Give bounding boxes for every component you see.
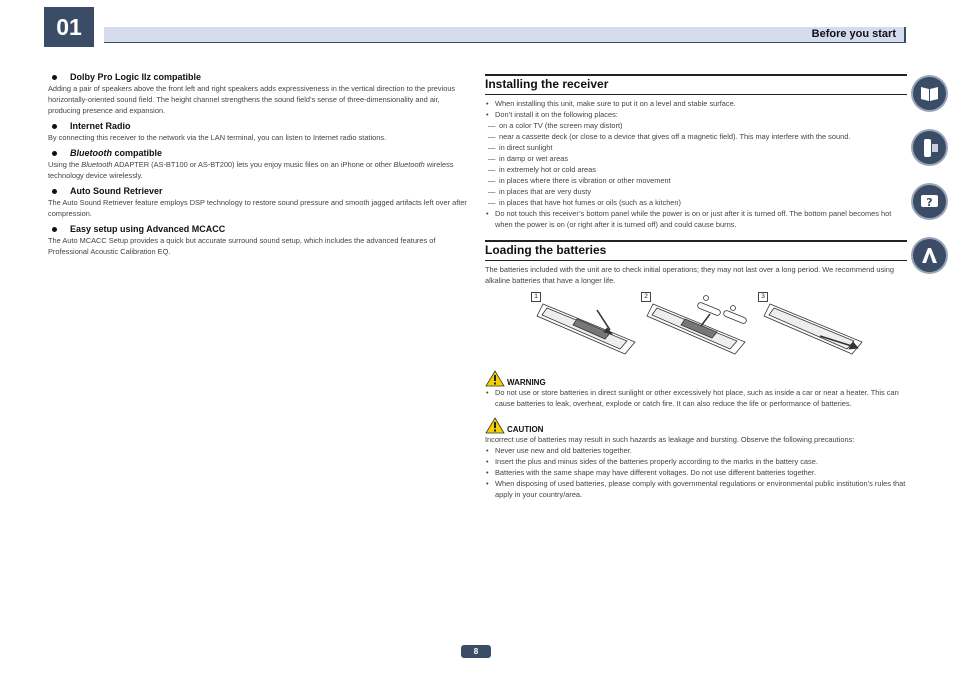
- list-item: • Don’t install it on the following places:: [485, 109, 907, 120]
- bullet-icon: [52, 124, 57, 129]
- warning-icon: [485, 370, 505, 387]
- section-title-installing: Installing the receiver: [485, 77, 609, 91]
- remote-control-icon[interactable]: [913, 131, 946, 164]
- remote-step-1: [537, 304, 635, 354]
- caution-icon: [485, 417, 505, 434]
- header-bar: [104, 27, 906, 43]
- dash-item: — in places that are very dusty: [485, 186, 907, 197]
- feature-body: The Auto MCACC Setup provides a quick but accurate surround sound setup, which includes the advanced features of Professional Acoustic Calibration EQ.: [48, 236, 436, 256]
- dash-item: — in places that have hot fumes or oils (such as a kitchen): [485, 197, 907, 208]
- feature-title: Easy setup using Advanced MCACC: [48, 224, 468, 234]
- dash-item: — in damp or wet areas: [485, 153, 907, 164]
- svg-text:?: ?: [926, 196, 933, 209]
- dash-item: — in places where there is vibration or other movement: [485, 175, 907, 186]
- batteries-intro: The batteries included with the unit are to check initial operations; they may not last over a long period. We recommend using alkaline batteries that have a longer life.: [485, 265, 895, 285]
- chapter-tab: 01: [44, 7, 94, 47]
- bullet-icon: [52, 75, 57, 80]
- list-item: • Never use new and old batteries together.: [485, 445, 907, 456]
- list-item: • Do not touch this receiver’s bottom panel while the power is on or just after it is turned off. The bottom panel becomes hot when the power is on (or right after it is turned off) and could cause burns.: [485, 208, 907, 230]
- list-item: • When installing this unit, make sure to put it on a level and stable surface.: [485, 98, 907, 109]
- feature-body: By connecting this receiver to the network via the LAN terminal, you can listen to Internet radio stations.: [48, 133, 387, 142]
- bullet-icon: [52, 151, 57, 156]
- dash-item: — near a cassette deck (or close to a device that gives off a magnetic field). This may interfere with the sound.: [485, 131, 907, 142]
- feature-title: Dolby Pro Logic IIz compatible: [48, 72, 468, 82]
- feature-body: Adding a pair of speakers above the front left and right speakers adds expressiveness in the vertical direction to the previous horizontally-oriented sound field. The height channel strengthens the sound field’s sense of three-dimensionality and air, producing presence and expansion.: [48, 84, 456, 115]
- remote-step-2: [647, 296, 747, 355]
- feature-list: [48, 72, 468, 262]
- step-number: 2: [641, 292, 651, 302]
- step-number: 1: [531, 292, 541, 302]
- page-number: 8: [461, 645, 491, 658]
- dash-item: — in extremely hot or cold areas: [485, 164, 907, 175]
- feature-title: Internet Radio: [48, 121, 468, 131]
- dash-item: — on a color TV (the screen may distort): [485, 120, 907, 131]
- list-item: • Insert the plus and minus sides of the batteries properly according to the marks in the battery case.: [485, 456, 907, 467]
- list-item: • When disposing of used batteries, please comply with governmental regulations or environmental public institution’s rules that apply in your country/area.: [485, 478, 907, 500]
- remote-battery-diagram: [485, 292, 905, 362]
- right-column: [485, 74, 907, 500]
- section-rule: [485, 240, 907, 242]
- list-item: • Batteries with the same shape may have different voltages. Do not use different batteries together.: [485, 467, 907, 478]
- help-faq-icon[interactable]: [913, 185, 946, 218]
- feature-body: Using the Bluetooth ADAPTER (AS-BT100 or AS-BT200) lets you enjoy music files on an iPhone or other Bluetooth wireless technology device wirelessly.: [48, 160, 454, 180]
- table-of-contents-icon[interactable]: [913, 77, 946, 110]
- feature-title: Bluetooth compatible: [48, 148, 468, 158]
- header-title: Before you start: [811, 28, 896, 40]
- feature-body: The Auto Sound Retriever feature employs DSP technology to restore sound pressure and smooth jagged artifacts left over after compression.: [48, 198, 467, 218]
- warning-text: • Do not use or store batteries in direct sunlight or other excessively hot place, such as inside a car or near a heater. This can cause batteries to leak, overheat, explode or catch fire. It can also reduce the life or performance of batteries.: [485, 387, 907, 409]
- step-number: 3: [758, 292, 768, 302]
- section-rule: [485, 74, 907, 76]
- section-title-batteries: Loading the batteries: [485, 243, 607, 257]
- section-rule: [485, 260, 907, 261]
- section-rule: [485, 94, 907, 95]
- remote-step-3: [764, 304, 862, 354]
- dash-item: — in direct sunlight: [485, 142, 907, 153]
- warning-heading: WARNING: [485, 370, 907, 387]
- appendix-icon[interactable]: [913, 239, 946, 272]
- bullet-icon: [52, 227, 57, 232]
- feature-title: Auto Sound Retriever: [48, 186, 468, 196]
- bullet-icon: [52, 189, 57, 194]
- caution-heading: CAUTION: [485, 417, 907, 434]
- caution-intro: Incorrect use of batteries may result in such hazards as leakage and bursting. Observe the following precautions:: [485, 435, 855, 444]
- battery-illustration: [485, 292, 907, 362]
